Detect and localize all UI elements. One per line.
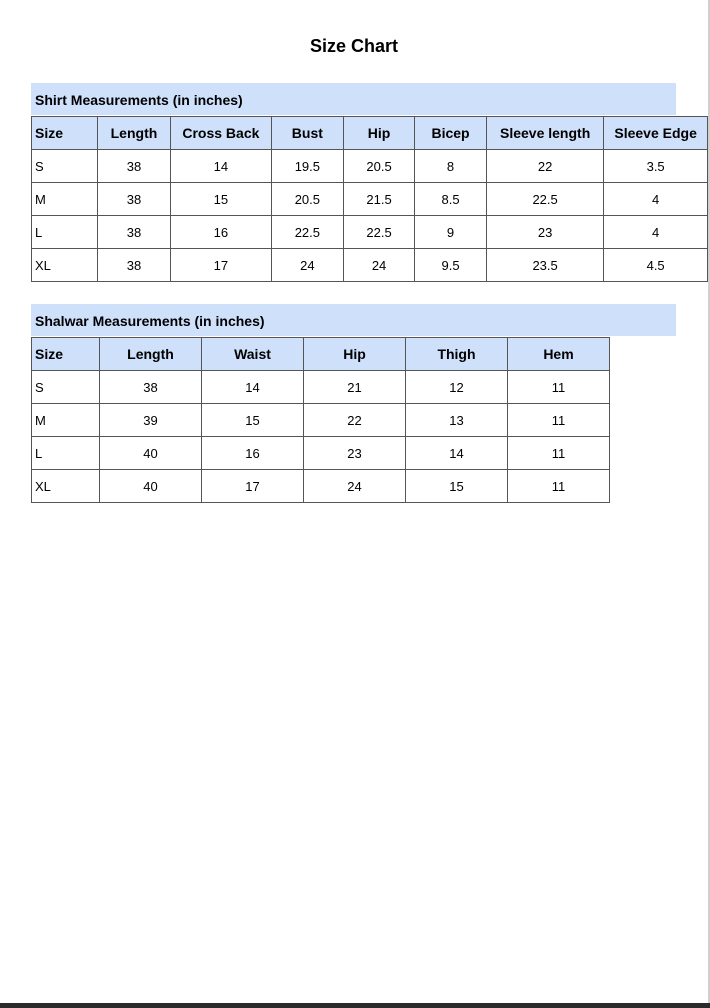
table-cell: 16 [202,437,304,470]
table-row [32,371,610,404]
table-cell: 38 [97,216,170,249]
table-cell: 15 [406,470,508,503]
table-cell: 8.5 [415,183,487,216]
table-header-row [32,338,610,371]
table-cell: 14 [202,371,304,404]
shalwar-section-heading: Shalwar Measurements (in inches) [31,304,676,336]
table-cell: 23 [304,437,406,470]
table-cell: 20.5 [271,183,343,216]
table-cell: 4 [604,216,708,249]
table-cell: 9 [415,216,487,249]
table-cell: 8 [415,150,487,183]
page-title: Size Chart [309,36,399,56]
table-row [32,183,708,216]
table-cell: 21 [304,371,406,404]
column-header: Length [100,338,202,371]
table-cell: 15 [202,404,304,437]
shirt-section-heading: Shirt Measurements (in inches) [31,83,676,115]
table-cell: 40 [100,437,202,470]
column-header: Length [97,117,170,150]
column-header: Thigh [406,338,508,371]
table-cell: 22 [304,404,406,437]
table-cell: 3.5 [604,150,708,183]
table-cell: 24 [344,249,415,282]
table-cell: 38 [97,183,170,216]
table-cell: S [32,371,100,404]
table-cell: 40 [100,470,202,503]
table-cell: XL [32,249,98,282]
table-row [32,249,708,282]
column-header: Sleeve Edge [604,117,708,150]
table-row [32,437,610,470]
table-cell: 14 [171,150,272,183]
table-cell: M [32,183,98,216]
table-cell: 39 [100,404,202,437]
column-header: Bicep [415,117,487,150]
table-cell: 38 [100,371,202,404]
table-cell: 13 [406,404,508,437]
table-cell: 11 [508,470,610,503]
column-header: Size [32,338,100,371]
table-cell: 17 [202,470,304,503]
column-header: Size [32,117,98,150]
table-cell: 23.5 [486,249,603,282]
table-cell: 24 [304,470,406,503]
page-bottom-edge [0,1003,710,1008]
table-cell: 22 [486,150,603,183]
column-header: Cross Back [171,117,272,150]
column-header: Waist [202,338,304,371]
table-row [32,404,610,437]
table-cell: 17 [171,249,272,282]
table-cell: L [32,437,100,470]
table-cell: 16 [171,216,272,249]
table-cell: 11 [508,404,610,437]
shalwar-measurements-table [31,337,610,503]
table-header-row [32,117,708,150]
table-cell: 22.5 [486,183,603,216]
column-header: Sleeve length [486,117,603,150]
shirt-measurements-table [31,116,708,282]
table-cell: 22.5 [271,216,343,249]
table-row [32,470,610,503]
table-cell: 21.5 [344,183,415,216]
column-header: Hip [304,338,406,371]
table-cell: 11 [508,371,610,404]
column-header: Hem [508,338,610,371]
table-cell: 14 [406,437,508,470]
table-row [32,150,708,183]
table-cell: L [32,216,98,249]
table-cell: M [32,404,100,437]
table-cell: 38 [97,150,170,183]
table-cell: 15 [171,183,272,216]
table-cell: 9.5 [415,249,487,282]
table-cell: 38 [97,249,170,282]
table-cell: 12 [406,371,508,404]
table-cell: XL [32,470,100,503]
column-header: Hip [344,117,415,150]
table-cell: 23 [486,216,603,249]
table-cell: 24 [271,249,343,282]
table-cell: 20.5 [344,150,415,183]
column-header: Bust [271,117,343,150]
table-cell: 4 [604,183,708,216]
table-cell: 22.5 [344,216,415,249]
table-cell: 19.5 [271,150,343,183]
table-cell: S [32,150,98,183]
table-cell: 11 [508,437,610,470]
table-cell: 4.5 [604,249,708,282]
table-row [32,216,708,249]
